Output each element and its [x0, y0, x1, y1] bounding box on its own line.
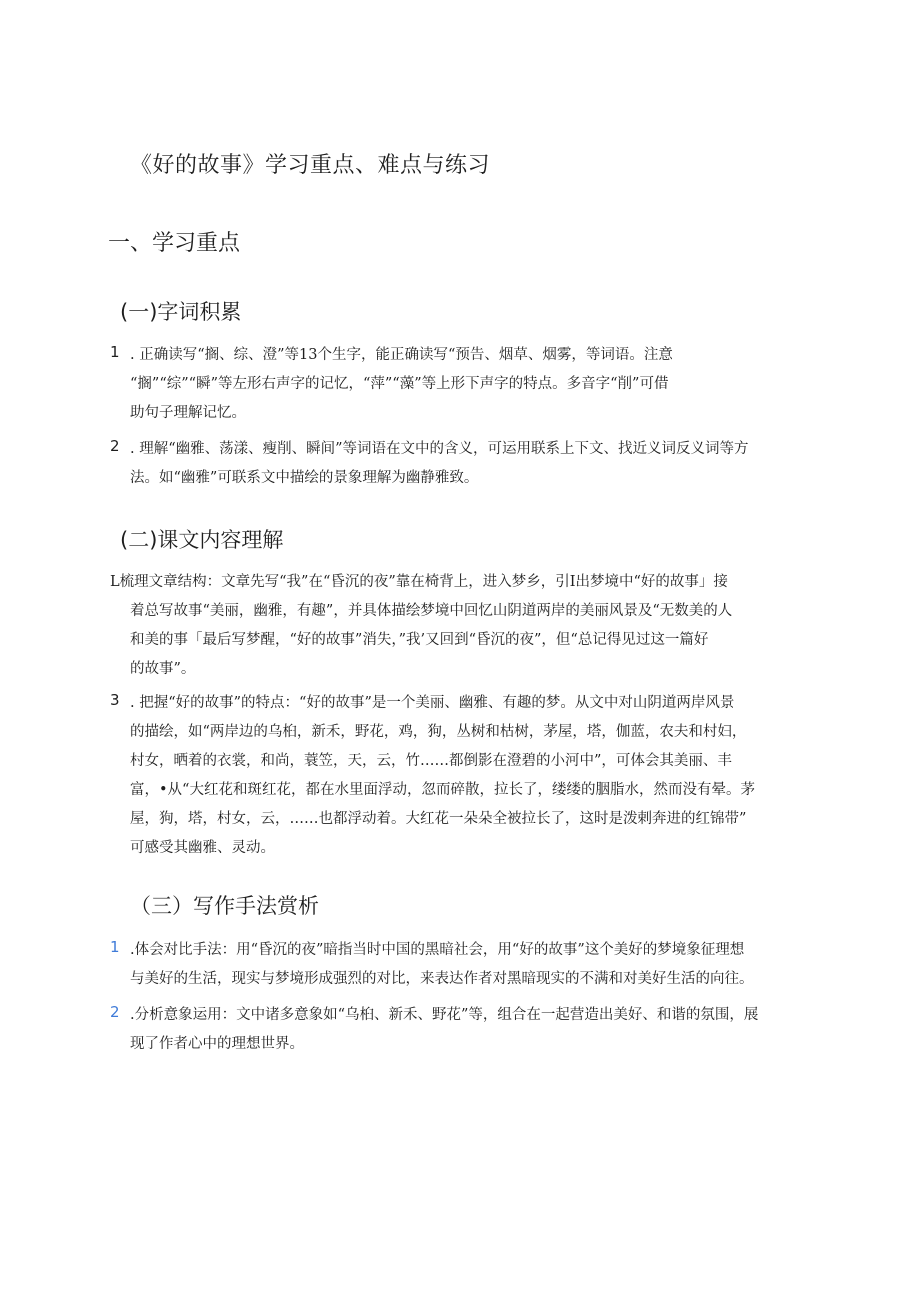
item-number: 3	[110, 691, 120, 709]
item-number: 1	[110, 343, 120, 361]
subsection-heading-content: (二)课文内容理解	[120, 528, 284, 552]
paragraph-line: 与美好的生活，现实与梦境形成强烈的对比，来表达作者对黑暗现实的不满和对美好生活的向往。	[130, 971, 754, 987]
paragraph-line: 屋，狗，塔，村女，云，……也都浮动着。大红花一朵朵全被拉长了，这时是泼剌奔进的红锦带”	[130, 811, 747, 827]
paragraph-line: 法。如“幽雅”可联系文中描绘的景象理解为幽静雅致。	[130, 470, 479, 486]
paragraph-line: .体会对比手法：用“昏沉的夜”暗指当时中国的黑暗社会，用“好的故事”这个美好的梦境象征理想	[130, 942, 745, 958]
paragraph-line: 着总写故事“美丽，幽雅，有趣”，并具体描绘梦境中回忆山阴道两岸的美丽风景及“无数美的人	[130, 603, 733, 619]
paragraph-line: L梳理文章结构：文章先写“我”在“昏沉的夜”靠在椅背上，进入梦乡，引I出梦境中“好的故事」接	[110, 574, 728, 590]
paragraph-line: 可感受其幽雅、灵动。	[130, 840, 275, 856]
subsection-heading-vocabulary: (一)字词积累	[120, 300, 242, 324]
item-number: 2	[110, 1003, 120, 1021]
paragraph-line: 村女，晒着的衣裳，和尚，蓑笠，天，云，竹……都倒影在澄碧的小河中”，可体会其美丽、丰	[130, 753, 732, 769]
paragraph-line: 富，•从“大红花和斑红花，都在水里面浮动，忽而碎散，拉长了，缕缕的胭脂水，然而没有晕。茅	[130, 782, 755, 798]
paragraph-line: . 理解“幽雅、荡漾、瘦削、瞬间”等词语在文中的含义，可运用联系上下文、找近义词反义词等方	[130, 441, 749, 457]
document-title: 《好的故事》学习重点、难点与练习	[130, 153, 491, 178]
subsection-heading-writing-techniques: （三）写作手法赏析	[130, 894, 319, 918]
paragraph-line: .分析意象运用：文中诸多意象如“乌桕、新禾、野花”等，组合在一起营造出美好、和谐的氛围，展	[130, 1007, 759, 1023]
paragraph-line: 和美的事「最后写梦醒，“好的故事”消失，”我’又回到“昏沉的夜”，但“总记得见过这一篇好	[130, 632, 709, 648]
paragraph-line: 助句子理解记忆。	[130, 405, 246, 421]
item-number: 2	[110, 437, 120, 455]
paragraph-line: 的故事”。	[130, 661, 196, 677]
paragraph-line: . 把握“好的故事”的特点：“好的故事”是一个美丽、幽雅、有趣的梦。从文中对山阴道两岸风景	[130, 695, 735, 711]
paragraph-line: “搁”“综”“瞬”等左形右声字的记忆，“萍”“藻”等上形下声字的特点。多音字“削”可借	[130, 376, 669, 392]
paragraph-line: . 正确读写“搁、综、澄”等13个生字，能正确读写“预告、烟草、烟雾，等词语。注意	[130, 347, 673, 363]
section-heading-study-focus: 一、学习重点	[108, 231, 241, 256]
paragraph-line: 现了作者心中的理想世界。	[130, 1036, 304, 1052]
paragraph-line: 的描绘，如“两岸边的乌桕，新禾，野花，鸡，狗，丛树和枯树，茅屋，塔，伽蓝，农夫和村妇，	[130, 724, 747, 740]
item-number: 1	[110, 938, 120, 956]
